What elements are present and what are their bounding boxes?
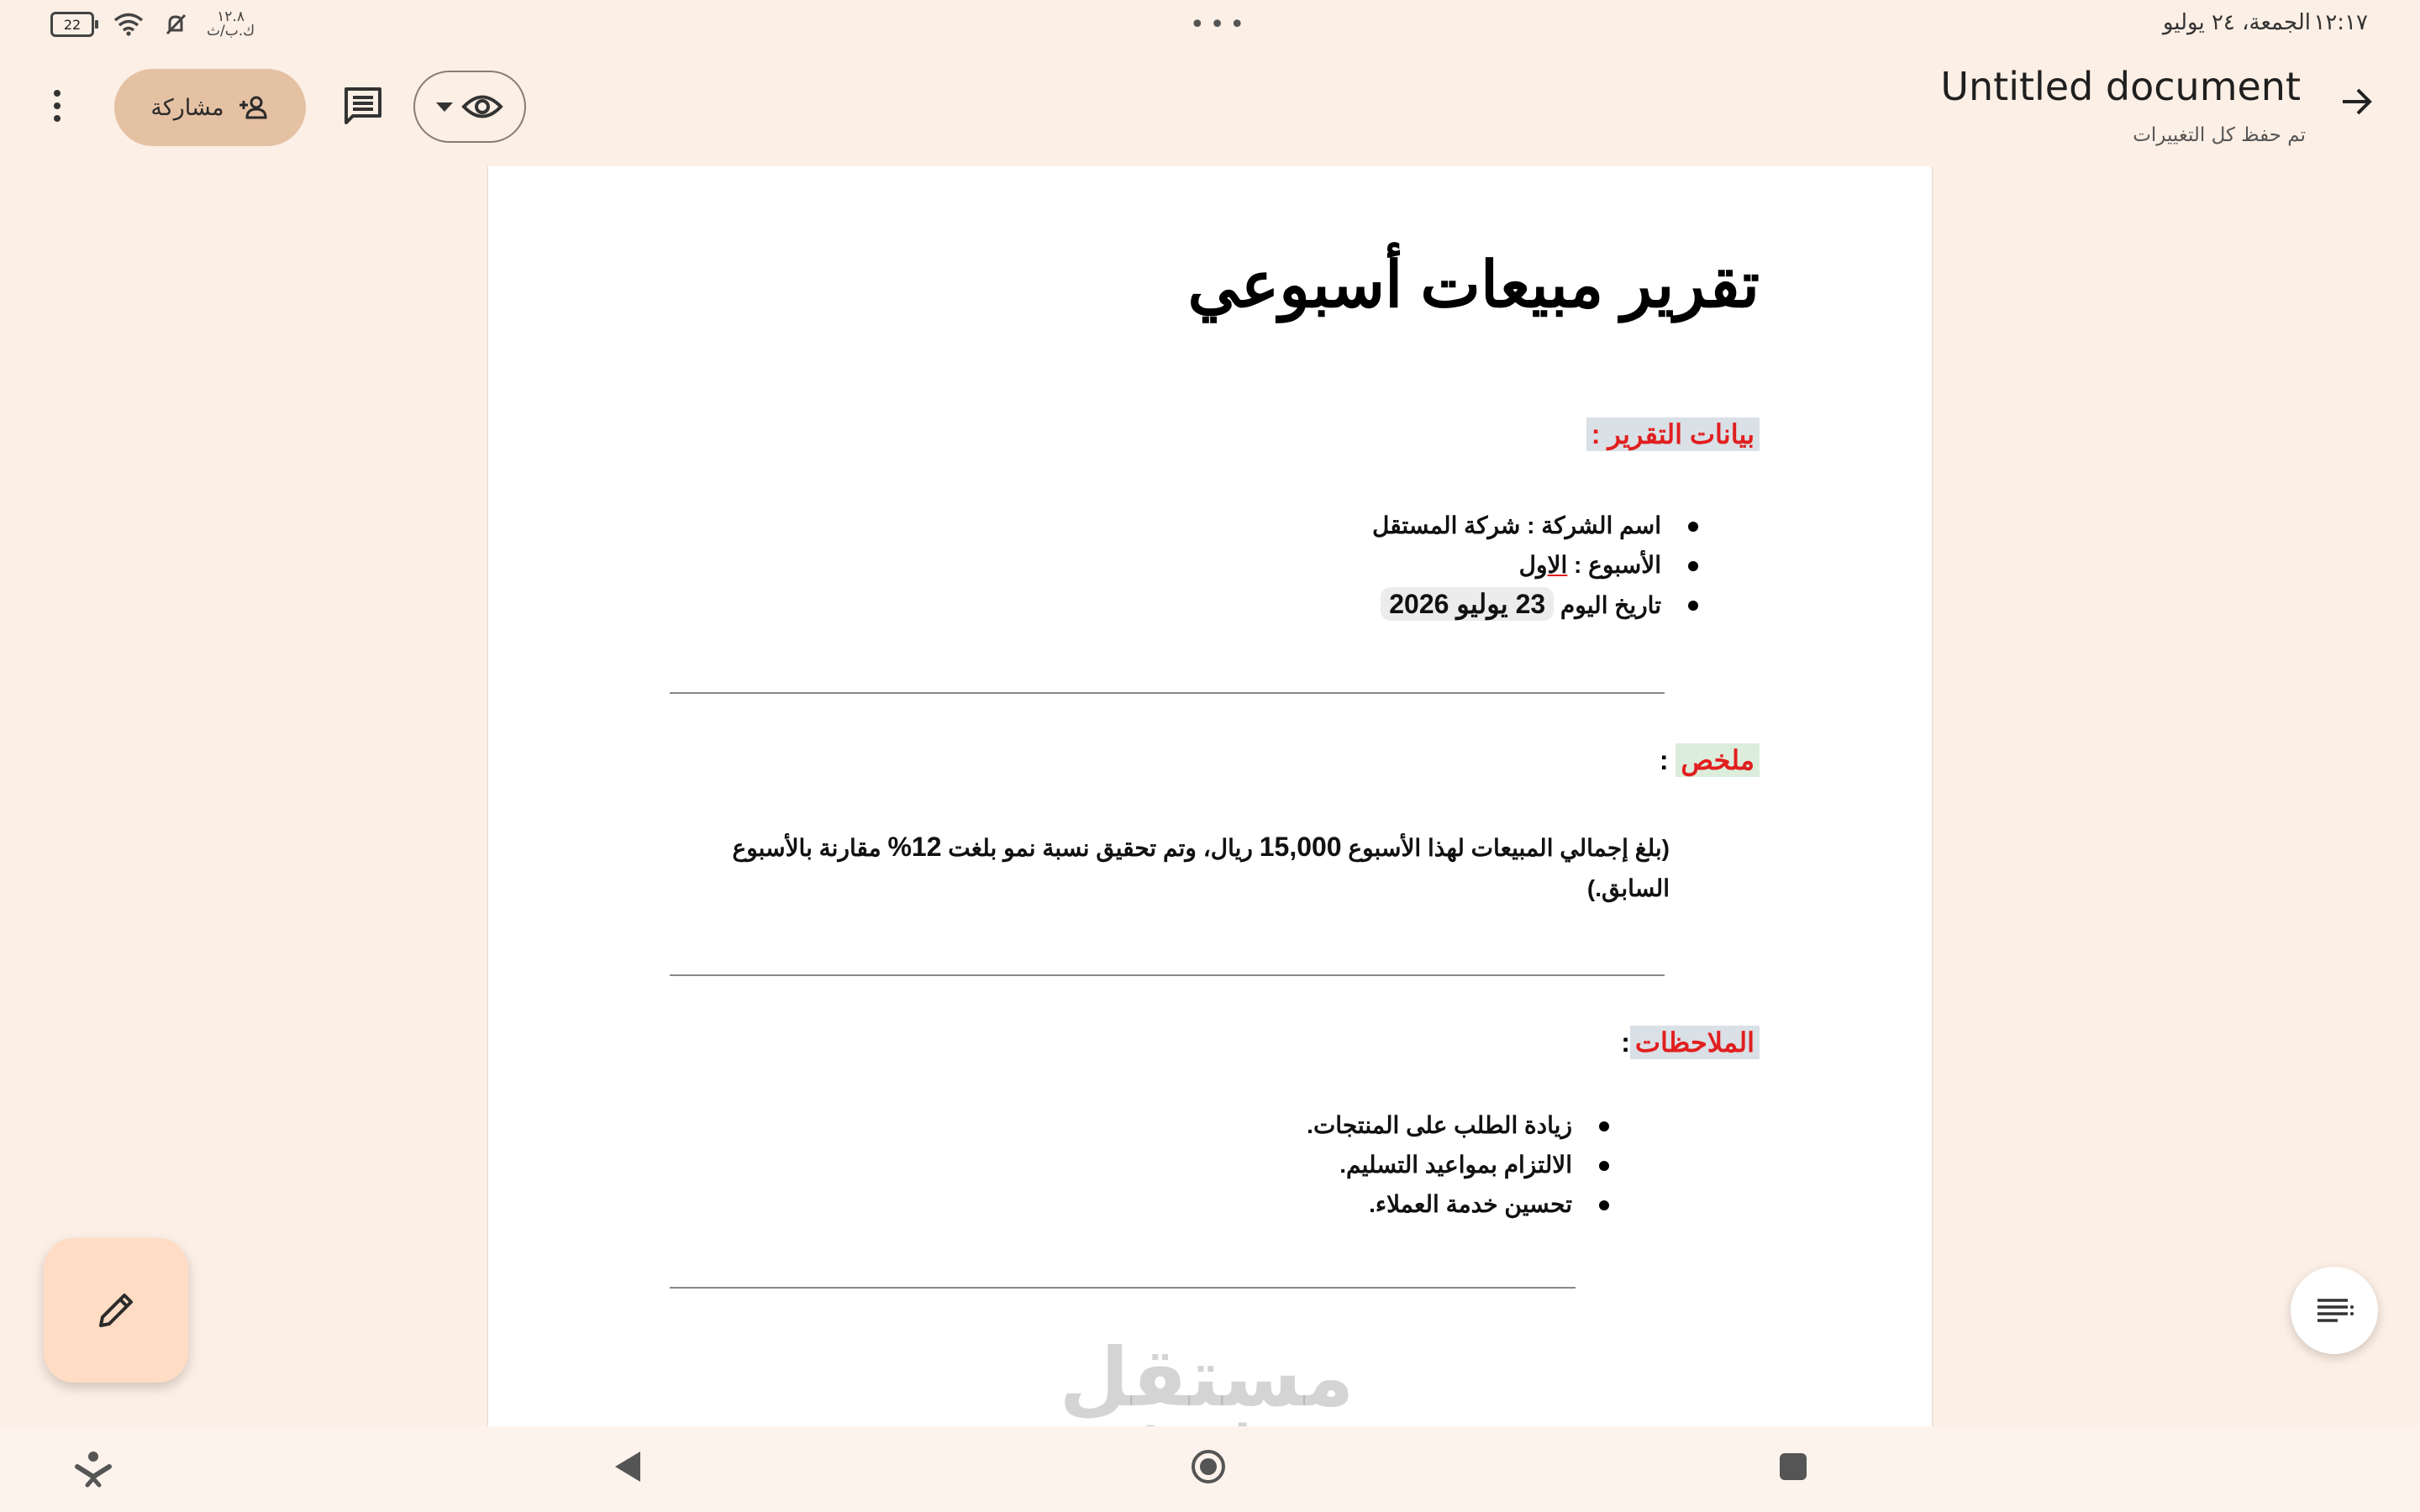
- status-time: ١٢:١٧: [2313, 10, 2368, 35]
- accessibility-icon: [71, 1448, 116, 1494]
- list-item: [1372, 585, 1670, 624]
- doc-heading: تقرير مبيعات أسبوعي: [1187, 249, 1760, 321]
- dot: [54, 115, 60, 122]
- document-outline-button[interactable]: [2291, 1267, 2378, 1354]
- section-heading-notes: [1621, 1026, 1760, 1058]
- list-item-text: تحسين خدمة العملاء.: [1369, 1191, 1572, 1217]
- section-heading-text: الملاحظات: [1630, 1026, 1760, 1059]
- watermark-arabic: مستقل: [1059, 1331, 1355, 1425]
- accessibility-button[interactable]: [71, 1448, 116, 1494]
- section-heading-report-data: [1586, 418, 1760, 450]
- summary-text: (بلغ إجمالي المبيعات لهذا الأسبوع: [1341, 835, 1670, 861]
- list-item: [1307, 1184, 1581, 1224]
- share-button[interactable]: [114, 69, 306, 146]
- divider: [670, 692, 1665, 694]
- app-toolbar: [0, 52, 2420, 166]
- network-speed-value: ١٢.٨: [217, 8, 245, 25]
- section-heading-summary: [1660, 744, 1760, 776]
- document-page[interactable]: [487, 166, 1933, 1426]
- network-speed: [207, 10, 255, 39]
- status-icons: [50, 10, 255, 39]
- summary-text: ريال، وتم تحقيق نسبة نمو بلغت: [941, 835, 1260, 861]
- list-item-label: تاريخ اليوم: [1554, 592, 1661, 618]
- more-options-button[interactable]: [37, 82, 77, 129]
- section-heading-text: بيانات التقرير :: [1586, 417, 1760, 451]
- heading-colon: :: [1659, 745, 1676, 775]
- report-details-list: [1372, 506, 1670, 624]
- growth-percent: 12%: [887, 832, 942, 862]
- date-chip[interactable]: 23 يوليو 2026: [1381, 587, 1554, 621]
- wifi-icon: [113, 13, 145, 36]
- battery-level: 22: [63, 16, 82, 33]
- add-person-icon: [238, 95, 270, 120]
- summary-text: مقارنة بالأسبوع السابق.): [732, 835, 1670, 901]
- battery-icon: [50, 12, 94, 37]
- notes-list: [1307, 1105, 1581, 1224]
- outline-list-icon: [2314, 1295, 2354, 1326]
- share-label: مشاركة: [150, 94, 224, 121]
- list-item: [1307, 1105, 1581, 1145]
- dot: [54, 102, 60, 109]
- edit-fab-button[interactable]: [44, 1238, 188, 1383]
- window-handle-dots[interactable]: •••: [1190, 10, 1250, 39]
- sales-amount: 15,000: [1259, 832, 1342, 862]
- list-item-label: الأسبوع :: [1567, 552, 1661, 578]
- view-mode-button[interactable]: [413, 71, 526, 143]
- list-item-text: الالتزام بمواعيد التسليم.: [1339, 1152, 1572, 1178]
- nav-home-button[interactable]: [1192, 1450, 1225, 1483]
- list-item: [1372, 545, 1670, 585]
- muted-bell-icon: [163, 12, 188, 37]
- chevron-down-icon: [436, 102, 453, 112]
- dot: [54, 90, 60, 97]
- pencil-icon: [92, 1287, 139, 1334]
- save-status: تم حفظ كل التغييرات: [2133, 124, 2306, 146]
- eye-icon: [461, 92, 503, 121]
- list-item-text: زيادة الطلب على المنتجات.: [1307, 1112, 1572, 1138]
- comments-button[interactable]: [338, 81, 388, 131]
- spellcheck-word[interactable]: الاول: [1518, 552, 1568, 578]
- section-heading-text: ملخص: [1676, 743, 1760, 777]
- nav-back-button[interactable]: [615, 1452, 640, 1482]
- summary-paragraph: [670, 827, 1670, 909]
- back-button[interactable]: [2333, 82, 2380, 129]
- network-speed-unit: ك.ب/ث: [207, 23, 255, 39]
- divider: [670, 1287, 1576, 1289]
- nav-recents-button[interactable]: [1780, 1453, 1807, 1480]
- list-item: [1307, 1145, 1581, 1184]
- status-bar: [0, 0, 2420, 52]
- heading-colon: :: [1621, 1027, 1630, 1058]
- comment-icon: [338, 81, 388, 131]
- list-item-text: اسم الشركة : شركة المستقل: [1372, 512, 1661, 538]
- arrow-right-icon: [2338, 83, 2375, 120]
- status-date: الجمعة، ٢٤ يوليو: [2162, 10, 2311, 35]
- system-nav-bar: [0, 1426, 2420, 1512]
- document-title[interactable]: Untitled document: [1940, 64, 2301, 109]
- list-item: [1372, 506, 1670, 545]
- divider: [670, 974, 1665, 976]
- document-body[interactable]: [488, 166, 1932, 1426]
